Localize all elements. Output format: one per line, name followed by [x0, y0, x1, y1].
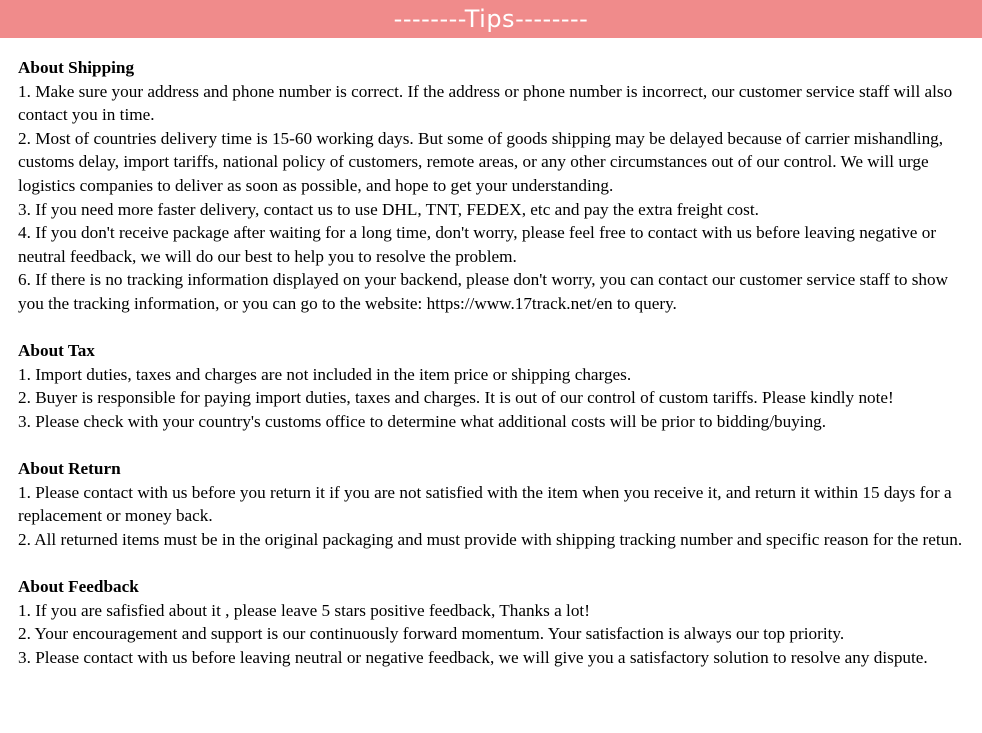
list-item: 1. Make sure your address and phone number is correct. If the address or phone number is incorrect, our customer service staff will also contact you in time. — [18, 81, 953, 125]
list-item: 6. If there is no tracking information displayed on your backend, please don't worry, you can contact our customer service staff to show you the tracking information, or you can go to the website: https://www.17track.net/en to query. — [18, 270, 948, 313]
section-heading: About Feedback — [18, 577, 139, 597]
list-item: 4. If you don't receive package after waiting for a long time, don't worry, please feel free to contact with us before leaving negative or neutral feedback, we will do our best to help you to resolve the problem. — [18, 223, 937, 266]
section-heading: About Tax — [18, 341, 95, 361]
tips-title: --------Tips-------- — [393, 5, 589, 33]
tips-banner — [0, 0, 982, 38]
section-feedback — [18, 575, 968, 669]
policy-content — [18, 56, 968, 669]
list-item: 3. If you need more faster delivery, contact us to use DHL, TNT, FEDEX, etc and pay the extra freight cost. — [18, 199, 759, 219]
list-item: 3. Please contact with us before leaving neutral or negative feedback, we will give you a satisfactory solution to resolve any dispute. — [18, 647, 928, 667]
section-return — [18, 457, 968, 551]
list-item: 2. All returned items must be in the original packaging and must provide with shipping tracking number and specific reason for the retun. — [18, 529, 963, 549]
section-heading: About Shipping — [18, 58, 135, 77]
list-item: 2. Buyer is responsible for paying import duties, taxes and charges. It is out of our control of custom tariffs. Please kindly note! — [18, 388, 894, 408]
section-shipping — [18, 56, 968, 316]
list-item: 2. Most of countries delivery time is 15-60 working days. But some of goods shipping may be delayed because of carrier mishandling, customs delay, import tariffs, national policy of customers, remote areas, or any other circumstances out of our control. We will urge logistics companies to deliver as soon as possible, and hope to get your understanding. — [18, 128, 944, 195]
list-item: 3. Please check with your country's customs office to determine what additional costs will be prior to bidding/buying. — [18, 411, 827, 431]
list-item: 1. Import duties, taxes and charges are not included in the item price or shipping charges. — [18, 364, 632, 384]
list-item: 1. If you are safisfied about it , please leave 5 stars positive feedback, Thanks a lot! — [18, 600, 590, 620]
list-item: 1. Please contact with us before you return it if you are not satisfied with the item when you receive it, and return it within 15 days for a replacement or money back. — [18, 482, 952, 526]
section-tax — [18, 339, 968, 433]
list-item: 2. Your encouragement and support is our continuously forward momentum. Your satisfaction is always our top priority. — [18, 624, 845, 644]
section-heading: About Return — [18, 459, 121, 479]
